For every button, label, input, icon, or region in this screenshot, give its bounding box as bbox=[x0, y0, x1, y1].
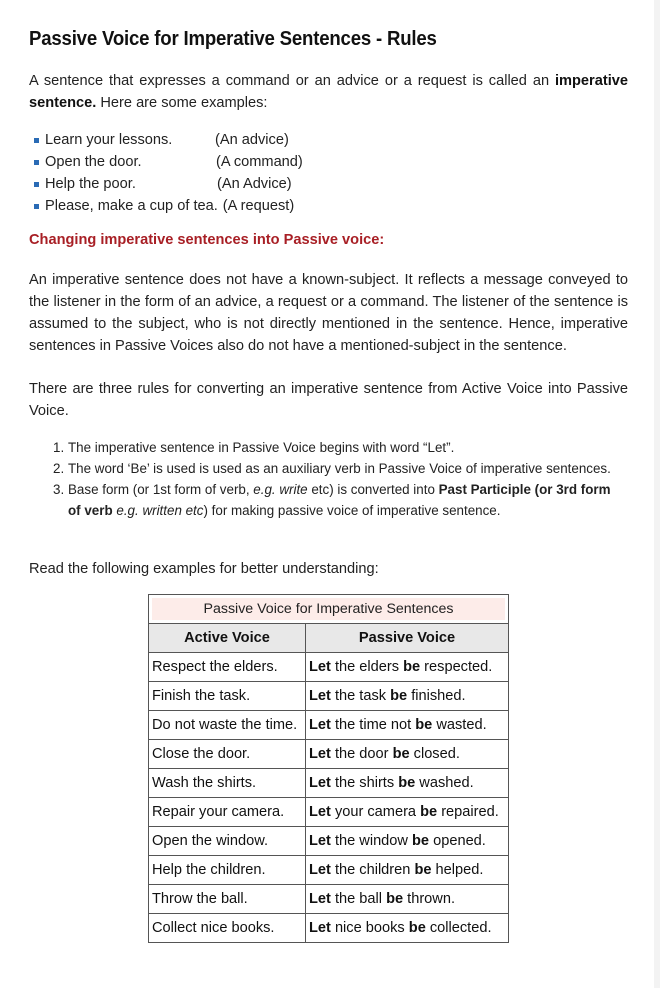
be-word: be bbox=[408, 920, 426, 936]
passive-text: the shirts bbox=[330, 775, 399, 791]
rule-number: 1. bbox=[53, 440, 65, 455]
passive-text: the door bbox=[330, 746, 393, 762]
let-word: Let bbox=[309, 688, 331, 704]
list-item bbox=[33, 151, 303, 173]
passive-text: thrown. bbox=[403, 891, 456, 907]
table-header-row bbox=[149, 624, 509, 653]
intro-text: A sentence that expresses a command or an advice or a request is called an bbox=[29, 73, 555, 89]
passive-cell bbox=[306, 798, 509, 827]
rule-number: 2. bbox=[53, 461, 65, 476]
passive-text: nice books bbox=[330, 920, 409, 936]
passive-text: the task bbox=[330, 688, 391, 704]
table-row bbox=[149, 682, 509, 711]
table-caption-cell bbox=[149, 595, 509, 624]
column-header-passive: Passive Voice bbox=[306, 624, 509, 653]
passive-cell bbox=[306, 740, 509, 769]
be-word: be bbox=[403, 659, 421, 675]
list-item bbox=[33, 129, 303, 151]
example-type: (An advice) bbox=[215, 132, 289, 148]
active-cell: Respect the elders. bbox=[149, 653, 306, 682]
be-word: be bbox=[412, 833, 430, 849]
table-row bbox=[149, 885, 509, 914]
let-word: Let bbox=[309, 833, 331, 849]
table-row bbox=[149, 798, 509, 827]
be-word: be bbox=[392, 746, 410, 762]
let-word: Let bbox=[309, 804, 331, 820]
be-word: be bbox=[414, 862, 432, 878]
passive-cell bbox=[306, 856, 509, 885]
active-cell: Open the window. bbox=[149, 827, 306, 856]
let-word: Let bbox=[309, 659, 331, 675]
passive-text: opened. bbox=[429, 833, 486, 849]
scrollbar-track[interactable] bbox=[654, 0, 660, 988]
example-type: (A command) bbox=[216, 154, 303, 170]
column-header-active: Active Voice bbox=[149, 624, 306, 653]
table-row bbox=[149, 653, 509, 682]
be-word: be bbox=[415, 717, 433, 733]
passive-text: helped. bbox=[431, 862, 484, 878]
passive-cell bbox=[306, 827, 509, 856]
passive-text: finished. bbox=[407, 688, 466, 704]
examples-intro: Read the following examples for better understanding: bbox=[29, 561, 379, 577]
rule-text: The imperative sentence in Passive Voice begins with word “Let”. bbox=[68, 440, 455, 455]
example-sentence: Please, make a cup of tea. bbox=[45, 198, 218, 214]
rule-item bbox=[53, 437, 613, 458]
rules-intro-paragraph: There are three rules for converting an imperative sentence from Active Voice into Passive Voice. bbox=[29, 381, 628, 419]
table-row bbox=[149, 740, 509, 769]
example-type: (An Advice) bbox=[217, 176, 292, 192]
active-cell: Wash the shirts. bbox=[149, 769, 306, 798]
active-cell: Do not waste the time. bbox=[149, 711, 306, 740]
rule-item bbox=[53, 479, 613, 521]
rule-item bbox=[53, 458, 613, 479]
let-word: Let bbox=[309, 862, 331, 878]
passive-cell bbox=[306, 653, 509, 682]
passive-cell bbox=[306, 682, 509, 711]
let-word: Let bbox=[309, 775, 331, 791]
examples-list bbox=[33, 129, 303, 217]
table-row bbox=[149, 914, 509, 943]
rule-number: 3. bbox=[53, 482, 65, 497]
passive-text: washed. bbox=[415, 775, 474, 791]
passive-text: collected. bbox=[425, 920, 492, 936]
let-word: Let bbox=[309, 891, 331, 907]
active-cell: Repair your camera. bbox=[149, 798, 306, 827]
be-word: be bbox=[420, 804, 438, 820]
rule-example-italic: e.g. written etc bbox=[116, 503, 204, 518]
rule-text: etc) is converted into bbox=[307, 482, 439, 497]
passive-text: wasted. bbox=[432, 717, 487, 733]
table-row bbox=[149, 827, 509, 856]
passive-cell bbox=[306, 885, 509, 914]
active-cell: Throw the ball. bbox=[149, 885, 306, 914]
passive-cell bbox=[306, 914, 509, 943]
active-cell: Close the door. bbox=[149, 740, 306, 769]
list-item bbox=[33, 173, 303, 195]
passive-text: the time not bbox=[330, 717, 416, 733]
intro-paragraph bbox=[29, 70, 628, 114]
table-caption: Passive Voice for Imperative Sentences bbox=[152, 598, 505, 620]
rule-text: Base form (or 1st form of verb, bbox=[68, 482, 254, 497]
be-word: be bbox=[386, 891, 404, 907]
rule-bold-term: Past Participle (or 3rd form of verb bbox=[68, 482, 611, 518]
passive-text: closed. bbox=[409, 746, 460, 762]
passive-text: the children bbox=[330, 862, 415, 878]
passive-text: your camera bbox=[330, 804, 421, 820]
be-word: be bbox=[398, 775, 416, 791]
rule-example-italic: e.g. write bbox=[253, 482, 308, 497]
passive-text: repaired. bbox=[437, 804, 499, 820]
table-row bbox=[149, 769, 509, 798]
intro-bold-term: imperative sentence. bbox=[29, 73, 628, 111]
page-title: Passive Voice for Imperative Sentences - Rules bbox=[29, 28, 437, 50]
rules-list bbox=[53, 437, 613, 521]
active-cell: Collect nice books. bbox=[149, 914, 306, 943]
example-type: (A request) bbox=[222, 198, 295, 214]
example-sentence: Open the door. bbox=[45, 154, 142, 170]
active-cell: Finish the task. bbox=[149, 682, 306, 711]
table-caption-row bbox=[149, 595, 509, 624]
rule-text: The word ‘Be’ is used is used as an auxiliary verb in Passive Voice of imperative sentences. bbox=[68, 461, 611, 476]
be-word: be bbox=[390, 688, 408, 704]
passive-voice-table bbox=[148, 594, 509, 943]
let-word: Let bbox=[309, 920, 331, 936]
passive-text: the ball bbox=[330, 891, 387, 907]
list-item bbox=[33, 195, 303, 217]
passive-cell bbox=[306, 769, 509, 798]
section-subheading: Changing imperative sentences into Passive voice: bbox=[29, 232, 385, 248]
passive-cell bbox=[306, 711, 509, 740]
passive-text: the elders bbox=[330, 659, 404, 675]
passive-text: respected. bbox=[420, 659, 493, 675]
let-word: Let bbox=[309, 746, 331, 762]
table-row bbox=[149, 856, 509, 885]
intro-text-end: Here are some examples: bbox=[96, 95, 268, 111]
example-sentence: Learn your lessons. bbox=[45, 132, 173, 148]
rule-text: ) for making passive voice of imperative sentence. bbox=[203, 503, 501, 518]
passive-text: the window bbox=[330, 833, 413, 849]
let-word: Let bbox=[309, 717, 331, 733]
example-sentence: Help the poor. bbox=[45, 176, 136, 192]
explanation-paragraph: An imperative sentence does not have a known-subject. It reflects a message conveyed to the listener in the form of an advice, a request or a command. The listener of the sentence is assumed to the subject, who is not directly mentioned in the sentence. Hence, imperative sentences in Passive Voices also do not have a mentioned-subject in the sentence. bbox=[29, 272, 628, 354]
active-cell: Help the children. bbox=[149, 856, 306, 885]
table-row bbox=[149, 711, 509, 740]
